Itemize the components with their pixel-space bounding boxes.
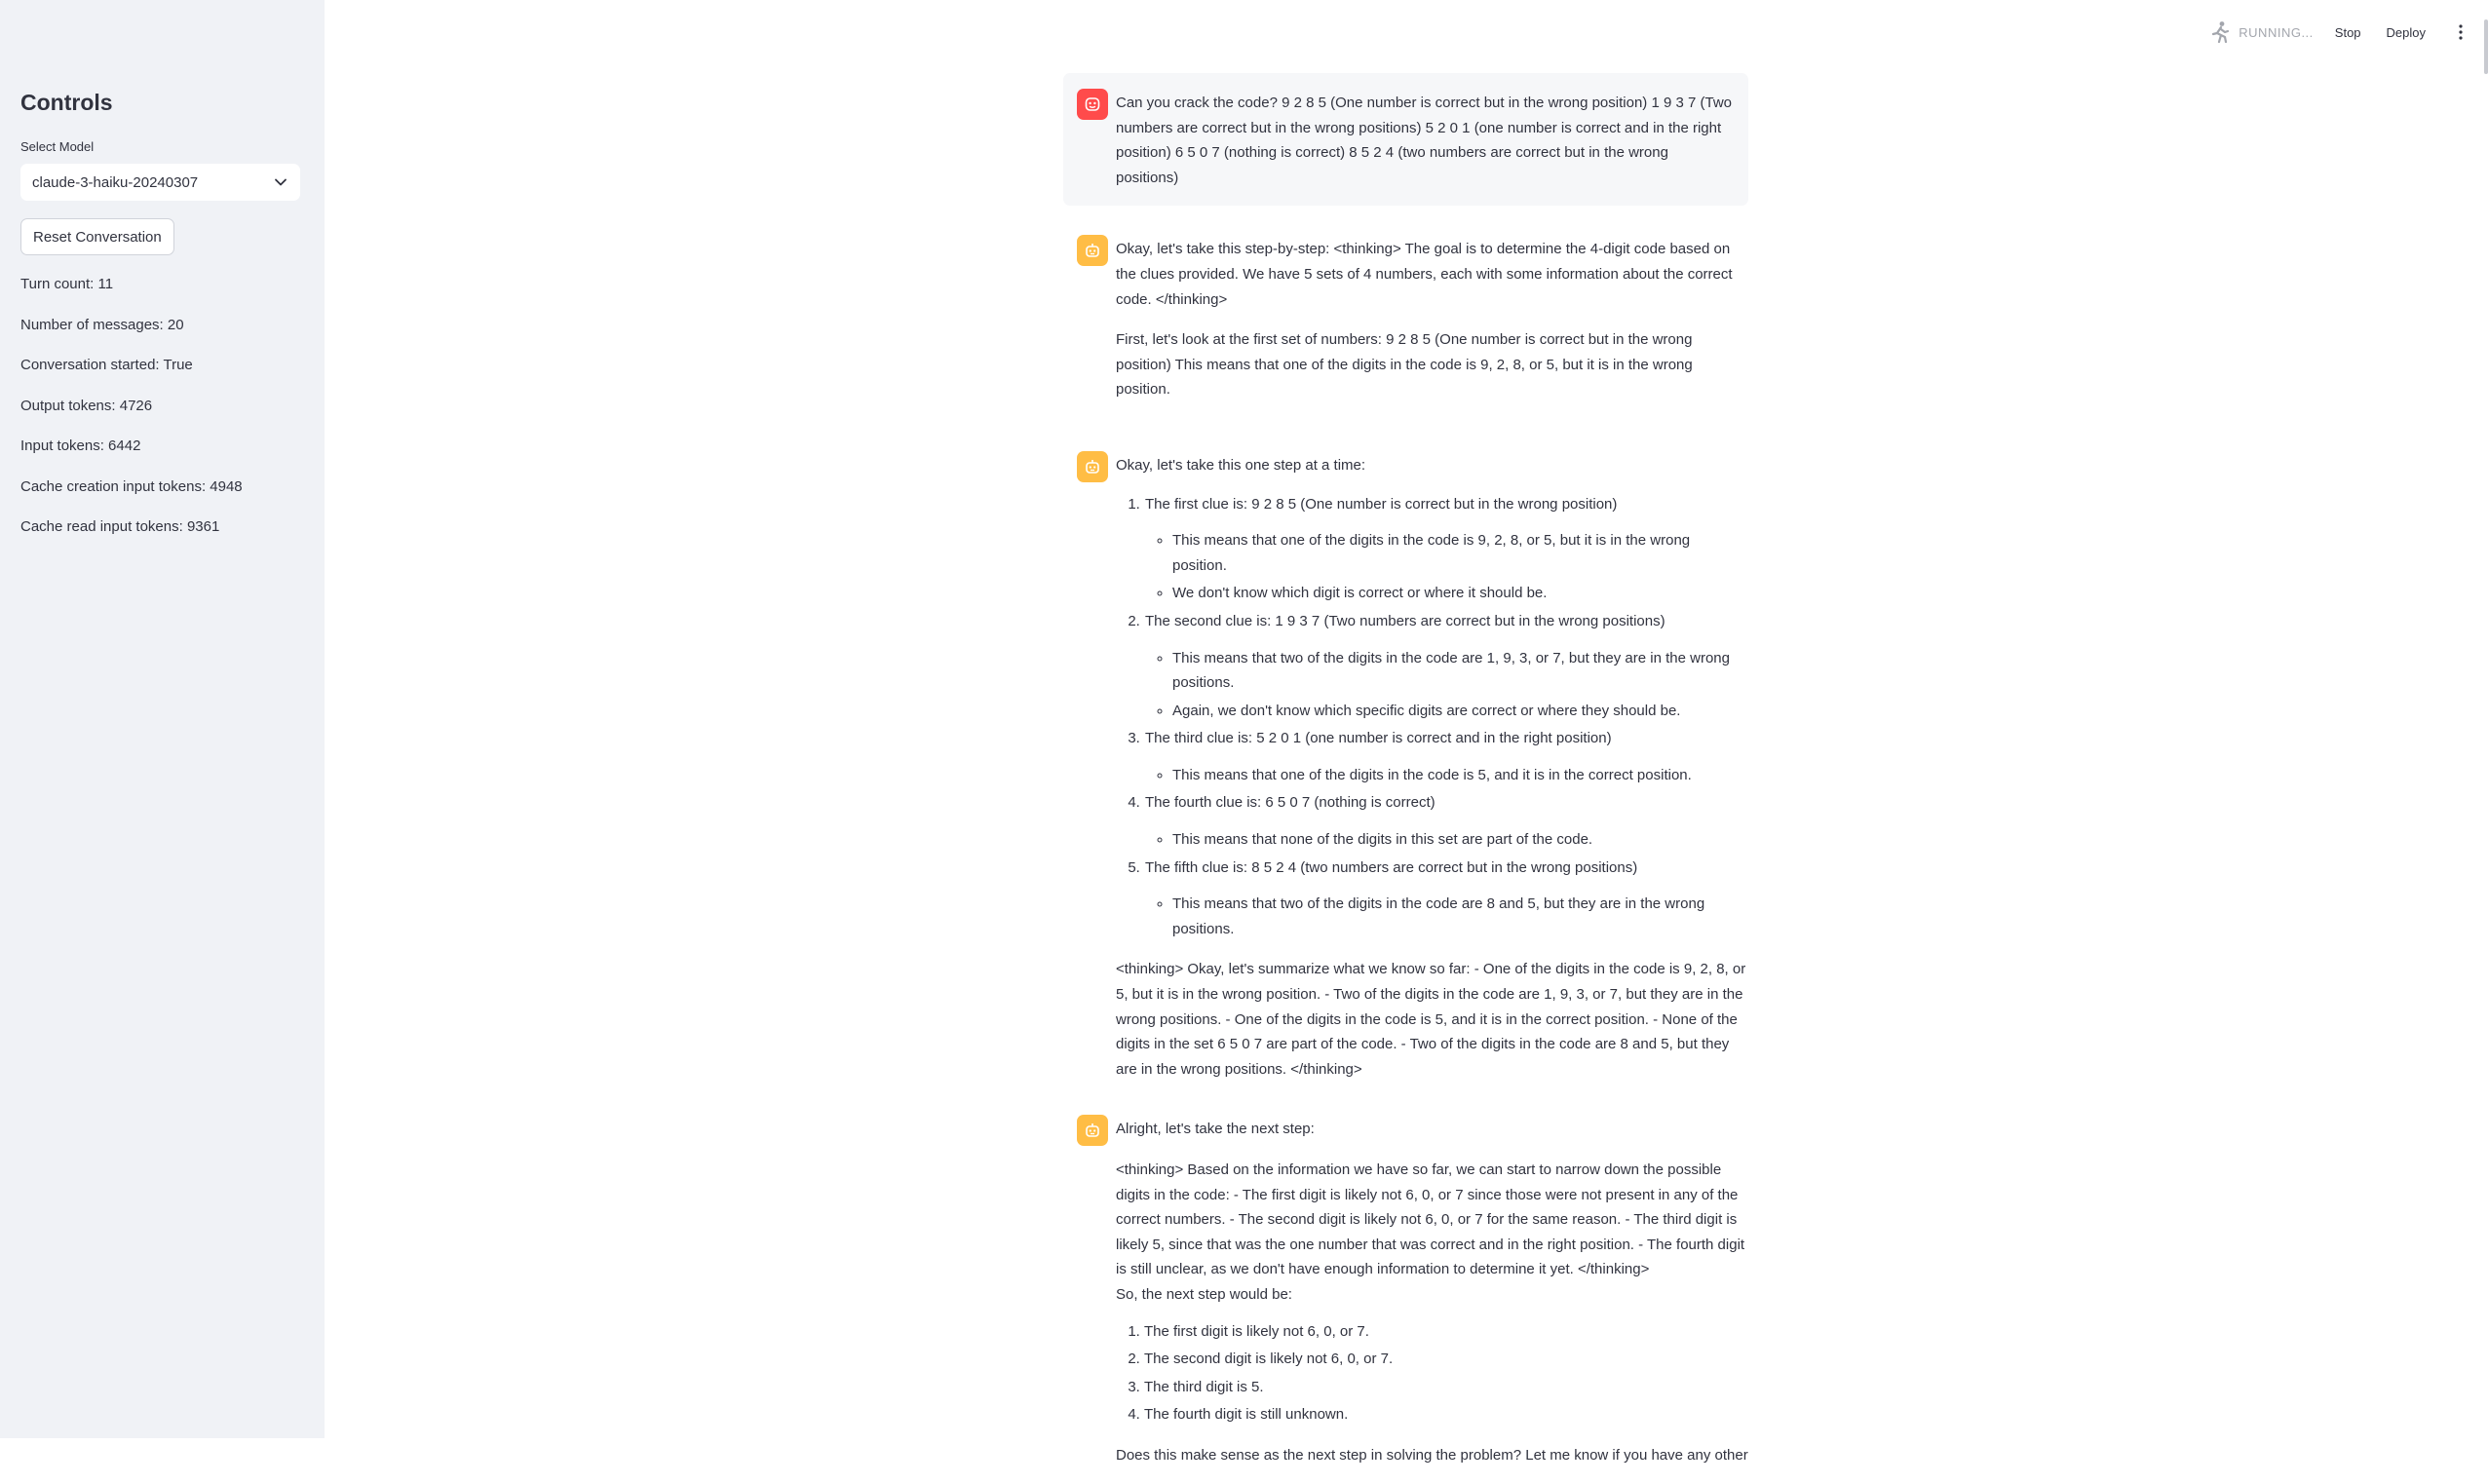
stats-list — [20, 274, 243, 557]
assistant-message-content — [1116, 451, 1748, 1097]
user-message — [1063, 73, 1748, 206]
list-item: ◦ This means that one of the digits in the code is 5, and it is in the correct position. — [1172, 763, 1748, 788]
list-item-text: The fifth clue is: 8 5 2 4 (two numbers are correct but in the wrong positions) — [1145, 858, 1638, 876]
chevron-down-icon — [273, 174, 288, 190]
assistant-message — [1063, 451, 1748, 1097]
list-item — [1144, 609, 1748, 723]
message-paragraph: Okay, let's take this one step at a time: — [1116, 456, 1366, 474]
list-item — [1144, 726, 1748, 787]
scrollbar-thumb[interactable] — [2484, 19, 2488, 74]
assistant-avatar-icon — [1077, 451, 1108, 482]
list-item: 4. The fourth digit is still unknown. — [1144, 1402, 1748, 1427]
model-select-value: claude-3-haiku-20240307 — [32, 173, 199, 191]
main-menu-icon[interactable] — [2451, 18, 2470, 47]
stat-turn-count: Turn count: 11 — [20, 276, 114, 292]
stat-cache-creation-tokens: Cache creation input tokens: 4948 — [20, 477, 243, 495]
running-status — [2209, 20, 2314, 44]
list-item-text: The second clue is: 1 9 3 7 (Two numbers are correct but in the wrong positions) — [1145, 612, 1665, 629]
list-item: 3. The third digit is 5. — [1144, 1375, 1748, 1400]
message-paragraph: First, let's look at the first set of numbers: 9 2 8 5 (One number is correct but in the wrong position) This means that one of the digits in the code is 9, 2, 8, or 5, but it is in the wrong position. — [1116, 331, 1693, 399]
assistant-message-content — [1116, 235, 1748, 418]
list-item: 1. The first digit is likely not 6, 0, or 7. — [1144, 1319, 1748, 1345]
assistant-message — [1063, 1115, 1748, 1483]
chat-container — [1063, 73, 1748, 1484]
list-item: ◦ This means that one of the digits in the code is 9, 2, 8, or 5, but it is in the wrong position. — [1172, 528, 1748, 578]
assistant-message — [1063, 235, 1748, 418]
assistant-avatar-icon — [1077, 1115, 1108, 1146]
stat-conversation-started: Conversation started: True — [20, 357, 193, 373]
stat-input-tokens: Input tokens: 6442 — [20, 438, 141, 454]
list-item: ◦ This means that none of the digits in this set are part of the code. — [1172, 827, 1748, 853]
sidebar — [0, 0, 325, 1438]
stop-button[interactable]: Stop — [2334, 24, 2361, 40]
list-item — [1144, 790, 1748, 852]
stat-output-tokens: Output tokens: 4726 — [20, 397, 153, 414]
model-select[interactable] — [20, 164, 300, 201]
message-paragraph: <thinking> Based on the information we have so far, we can start to narrow down the possible digits in the code: - The first digit is likely not 6, 0, or 7 since those were not present in any of the correct numbers. - The second digit is likely not 6, 0, or 7 for the same reason. - The third digit is likely 5, since that was the one number that was correct and in the right position. - The fourth digit is still unclear, as we don't have enough information to determine it yet. </thinking> — [1116, 1161, 1745, 1278]
list-item-text: The third clue is: 5 2 0 1 (one number is correct and in the right position) — [1145, 730, 1612, 747]
list-item: ◦ This means that two of the digits in the code are 1, 9, 3, or 7, but they are in the wrong positions. — [1172, 646, 1748, 696]
list-item: 2. The second digit is likely not 6, 0, or 7. — [1144, 1347, 1748, 1372]
message-paragraph: <thinking> Okay, let's summarize what we know so far: - One of the digits in the code is 9, 2, 8, or 5, but it is in the wrong position. - Two of the digits in the code are 1, 9, 3, or 7, but they are in the wrong positions. - One of the digits in the code is 5, and it is in the correct position. - None of the digits in the set 6 5 0 7 are part of the code. - Two of the digits in the code are 8 and 5, but they are in the wrong positions. </thinking> — [1116, 961, 1746, 1078]
user-message-text: Can you crack the code? 9 2 8 5 (One number is correct but in the wrong position) 1 9 3 7 (Two numbers are correct but in the wrong positions) 5 2 0 1 (one number is correct and in the right position) 6 5 0 7 (nothing is correct) 8 5 2 4 (two numbers are correct but in the wrong positions) — [1116, 95, 1732, 186]
list-item: ◦ We don't know which digit is correct or where it should be. — [1172, 581, 1748, 606]
running-status-text: RUNNING... — [2239, 24, 2314, 40]
stat-cache-read-tokens: Cache read input tokens: 9361 — [20, 518, 220, 535]
list-item: ◦ This means that two of the digits in the code are 8 and 5, but they are in the wrong positions. — [1172, 892, 1748, 941]
next-steps-list — [1116, 1319, 1748, 1427]
assistant-avatar-icon — [1077, 235, 1108, 266]
stat-number-of-messages: Number of messages: 20 — [20, 316, 184, 333]
user-message-content — [1116, 89, 1735, 190]
running-icon — [2209, 20, 2231, 44]
list-item-text: The first clue is: 9 2 8 5 (One number is correct but in the wrong position) — [1145, 495, 1618, 513]
app-header-toolbar — [2209, 18, 2488, 47]
list-item: ◦ Again, we don't know which specific digits are correct or where they should be. — [1172, 699, 1748, 724]
message-paragraph: Does this make sense as the next step in solving the problem? Let me know if you have any other — [1116, 1446, 1748, 1464]
list-item — [1144, 492, 1748, 606]
sidebar-title: Controls — [20, 90, 113, 115]
select-model-label: Select Model — [20, 139, 95, 154]
list-item-text: The fourth clue is: 6 5 0 7 (nothing is correct) — [1145, 794, 1435, 812]
list-item — [1144, 856, 1748, 942]
message-paragraph: So, the next step would be: — [1116, 1285, 1292, 1303]
reset-conversation-button[interactable]: Reset Conversation — [20, 218, 174, 255]
deploy-button[interactable]: Deploy — [2386, 24, 2426, 40]
clue-list — [1116, 492, 1748, 942]
message-paragraph: Okay, let's take this step-by-step: <thinking> The goal is to determine the 4-digit code based on the clues provided. We have 5 sets of 4 numbers, each with some information about the correct code. </thinking> — [1116, 241, 1733, 308]
user-avatar-icon — [1077, 89, 1108, 120]
message-paragraph: Alright, let's take the next step: — [1116, 1121, 1315, 1138]
assistant-message-content — [1116, 1115, 1748, 1483]
